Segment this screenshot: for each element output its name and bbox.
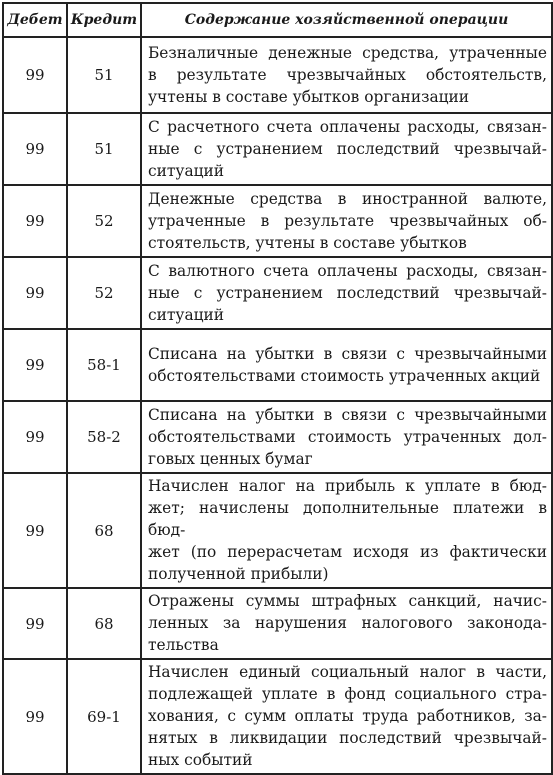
debit-cell: 99 [3,401,67,473]
description-line: нятых в ликвидации последствий чрезвычай- [148,729,547,747]
operation-description-cell [141,401,552,473]
table-row [3,473,552,588]
description-line: подлежащей уплате в фонд социального стра- [148,685,547,703]
operation-description-cell [141,473,552,588]
description-line: ленных за нарушения налогового законода- [148,614,547,632]
credit-cell: 52 [67,257,141,329]
table-row [3,257,552,329]
credit-cell: 58-1 [67,329,141,401]
operation-description-cell [141,329,552,401]
debit-cell: 99 [3,329,67,401]
table-row [3,37,552,113]
operation-description-cell [141,588,552,659]
description-line: Начислен налог на прибыль к уплате в бюд- [148,477,547,495]
credit-cell: 51 [67,37,141,113]
debit-cell: 99 [3,37,67,113]
operation-description-cell [141,113,552,185]
credit-cell: 69-1 [67,659,141,774]
debit-cell: 99 [3,185,67,257]
table-row [3,113,552,185]
description-line: обстоятельствами стоимость утраченных дол- [148,427,547,446]
description-line: Начислен единый социальный налог в части, [148,663,547,681]
description-line: в результате чрезвычайных обстоятельств, [148,65,547,84]
credit-cell: 68 [67,473,141,588]
description-line: хования, с сумм оплаты труда работников, за- [148,707,547,725]
description-line: ситуаций [148,161,225,180]
debit-cell: 99 [3,113,67,185]
description-line: Списана на убытки в связи с чрезвычайными [148,405,547,424]
credit-header: Кредит [67,3,141,37]
debit-cell: 99 [3,257,67,329]
header-row [3,3,552,37]
description-line: утраченные в результате чрезвычайных об- [148,211,547,230]
debit-cell: 99 [3,473,67,588]
table-row [3,588,552,659]
description-line: С валютного счета оплачены расходы, связан- [148,261,547,280]
credit-cell: 52 [67,185,141,257]
description-line: ных событий [148,751,253,769]
debit-cell: 99 [3,588,67,659]
description-line: говых ценных бумаг [148,449,313,468]
description-line: стоятельств, учтены в составе убытков [148,233,467,252]
table-body [3,37,552,774]
description-line: Отражены суммы штрафных санкций, начис- [148,592,547,610]
credit-cell: 58-2 [67,401,141,473]
operation-description-cell [141,37,552,113]
table-row [3,401,552,473]
description-line: жет; начислены дополнительные платежи в бюд- [148,499,547,539]
operation-description-cell [141,185,552,257]
credit-cell: 68 [67,588,141,659]
description-line: Списана на убытки в связи с чрезвычайными [148,344,547,363]
description-line: ные с устранением последствий чрезвычай- [148,139,547,158]
description-line: ситуаций [148,305,225,324]
description-line: Безналичные денежные средства, утраченные [148,43,547,62]
description-line: полученной прибыли) [148,565,329,583]
description-line: жет (по перерасчетам исходя из фактически [148,543,547,561]
operation-description-cell [141,659,552,774]
operation-description-cell [141,257,552,329]
description-line: учтены в составе убытков организации [148,87,470,106]
credit-cell: 51 [67,113,141,185]
table-row [3,185,552,257]
description-line: тельства [148,636,219,654]
content-header: Содержание хозяйственной операции [141,3,552,37]
description-line: обстоятельствами стоимость утраченных акций [148,366,541,385]
table-row [3,659,552,774]
table-row [3,329,552,401]
description-line: С расчетного счета оплачены расходы, связан- [148,117,547,136]
description-line: ные с устранением последствий чрезвычай- [148,283,547,302]
debit-cell: 99 [3,659,67,774]
description-line: Денежные средства в иностранной валюте, [148,189,547,208]
operations-table [2,2,553,775]
debit-header: Дебет [3,3,67,37]
